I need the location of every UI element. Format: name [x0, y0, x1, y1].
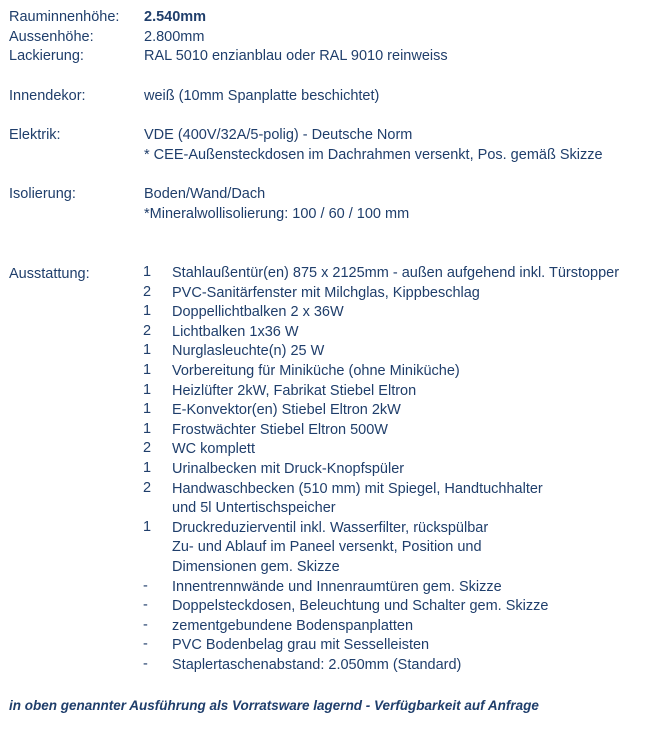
description-line: Frostwächter Stiebel Eltron 500W	[172, 421, 388, 438]
quantity: -	[143, 636, 148, 653]
quantity: 1	[143, 381, 152, 398]
description-line: Zu- und Ablauf im Paneel versenkt, Position und	[172, 539, 482, 556]
spec-label: Lackierung:	[9, 48, 84, 64]
spec-value-line: *Mineralwollisolierung: 100 / 60 / 100 mm	[144, 206, 410, 222]
item-description	[172, 440, 668, 460]
list-item	[143, 342, 668, 362]
description-line: Handwaschbecken (510 mm) mit Spiegel, Handtuchhalter	[172, 480, 543, 497]
quantity: 1	[143, 420, 152, 437]
quantity: 2	[143, 479, 152, 496]
description-line: WC komplett	[172, 441, 255, 458]
list-item	[143, 597, 668, 617]
description-line: Lichtbalken 1x36 W	[172, 323, 299, 340]
item-description	[172, 362, 668, 382]
quantity: 2	[143, 440, 152, 457]
list-item	[143, 401, 668, 421]
description-line: E-Konvektor(en) Stiebel Eltron 2kW	[172, 402, 401, 419]
list-item	[143, 578, 668, 598]
spec-value-line: VDE (400V/32A/5-polig) - Deutsche Norm	[144, 127, 413, 143]
quantity: -	[143, 616, 148, 633]
item-description	[172, 656, 668, 676]
spec-value	[144, 86, 379, 106]
list-item	[143, 421, 668, 441]
spec-value	[144, 7, 206, 27]
list-item	[143, 460, 668, 480]
list-item	[143, 382, 668, 402]
description-line: Stahlaußentür(en) 875 x 2125mm - außen aufgehend inkl. Türstopper	[172, 265, 620, 281]
item-description	[172, 460, 668, 480]
item-description	[172, 421, 668, 441]
item-description	[172, 636, 668, 656]
spec-value-line: * CEE-Außensteckdosen im Dachrahmen versenkt, Pos. gemäß Skizze	[144, 147, 603, 163]
list-item	[143, 480, 668, 519]
description-line: Staplertaschenabstand: 2.050mm (Standard)	[172, 656, 462, 673]
item-description	[172, 264, 668, 284]
description-line: Druckreduzierventil inkl. Wasserfilter, rückspülbar	[172, 519, 489, 536]
description-line: Innentrennwände und Innenraumtüren gem. Skizze	[172, 578, 502, 595]
spec-value	[144, 184, 409, 224]
list-item	[143, 362, 668, 382]
list-item	[143, 617, 668, 637]
equipment-list	[143, 264, 668, 675]
item-description	[172, 480, 668, 519]
spec-value-line: weiß (10mm Spanplatte beschichtet)	[144, 88, 380, 104]
spec-value-line: 2.540mm	[144, 9, 207, 25]
spec-value-line: 2.800mm	[144, 29, 205, 45]
description-line: Dimensionen gem. Skizze	[172, 558, 340, 575]
quantity: 1	[143, 264, 152, 280]
description-line: und 5l Untertischspeicher	[172, 500, 336, 517]
quantity: 1	[143, 342, 152, 359]
quantity: -	[143, 577, 148, 594]
spec-label: Rauminnenhöhe:	[9, 9, 120, 25]
list-item	[143, 519, 668, 578]
quantity: 1	[143, 303, 152, 320]
quantity: 1	[143, 459, 152, 476]
item-description	[172, 382, 668, 402]
list-item	[143, 440, 668, 460]
spec-value-line: RAL 5010 enzianblau oder RAL 9010 reinweiss	[144, 48, 448, 64]
spec-label: Aussenhöhe:	[9, 29, 94, 45]
spec-label: Isolierung:	[9, 186, 76, 202]
quantity: 1	[143, 401, 152, 418]
description-line: PVC-Sanitärfenster mit Milchglas, Kippbeschlag	[172, 284, 480, 301]
item-description	[172, 519, 668, 578]
list-item	[143, 303, 668, 323]
description-line: Doppellichtbalken 2 x 36W	[172, 304, 344, 321]
item-description	[172, 303, 668, 323]
item-description	[172, 578, 668, 598]
list-item	[143, 636, 668, 656]
item-description	[172, 342, 668, 362]
list-item	[143, 323, 668, 343]
spec-value-line: Boden/Wand/Dach	[144, 186, 266, 202]
item-description	[172, 617, 668, 637]
spec-label: Elektrik:	[9, 127, 61, 143]
equipment-label: Ausstattung:	[9, 266, 90, 282]
description-line: Vorbereitung für Miniküche (ohne Miniküche)	[172, 362, 460, 379]
description-line: zementgebundene Bodenspanplatten	[172, 617, 414, 634]
item-description	[172, 401, 668, 421]
quantity: 1	[143, 518, 152, 535]
quantity: 1	[143, 361, 152, 378]
spec-value	[144, 46, 448, 66]
list-item	[143, 284, 668, 304]
spec-value	[144, 125, 603, 165]
availability-note: in oben genannter Ausführung als Vorratsware lagernd - Verfügbarkeit auf Anfrage	[9, 698, 539, 713]
quantity: 2	[143, 283, 152, 300]
list-item	[143, 656, 668, 676]
description-line: Urinalbecken mit Druck-Knopfspüler	[172, 460, 405, 477]
spec-value	[144, 27, 204, 47]
item-description	[172, 284, 668, 304]
description-line: Doppelsteckdosen, Beleuchtung und Schalter gem. Skizze	[172, 598, 549, 615]
description-line: Heizlüfter 2kW, Fabrikat Stiebel Eltron	[172, 382, 417, 399]
spec-label: Innendekor:	[9, 88, 86, 104]
quantity: 2	[143, 322, 152, 339]
quantity: -	[143, 597, 148, 614]
description-line: PVC Bodenbelag grau mit Sesselleisten	[172, 637, 430, 654]
list-item	[143, 264, 668, 284]
item-description	[172, 597, 668, 617]
quantity: -	[143, 655, 148, 672]
description-line: Nurglasleuchte(n) 25 W	[172, 343, 325, 360]
item-description	[172, 323, 668, 343]
